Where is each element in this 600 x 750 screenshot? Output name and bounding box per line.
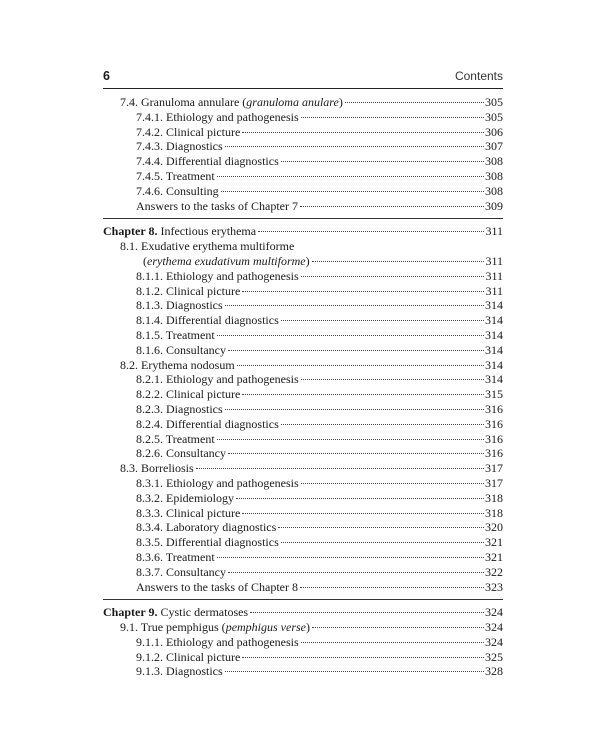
toc-entry-title: 7.4.5. Treatment <box>136 168 215 183</box>
toc-entry-title: 8.1.4. Differential diagnostics <box>136 313 279 328</box>
toc-entry-title: 8.3.6. Treatment <box>136 549 215 564</box>
toc-entry-title: (erythema exudativum multiforme) <box>143 253 310 268</box>
toc-entry[interactable] <box>103 402 503 417</box>
toc-entry-page: 305 <box>485 95 503 109</box>
toc-entry-page: 317 <box>485 461 503 476</box>
toc-entry[interactable] <box>103 184 503 199</box>
toc-entry-title: 9.1.2. Clinical picture <box>136 649 241 664</box>
dot-leader <box>281 161 484 162</box>
toc-entry-page: 311 <box>485 283 503 298</box>
dot-leader <box>281 542 484 543</box>
toc-entry-page: 314 <box>485 357 503 372</box>
toc-entry[interactable] <box>103 199 503 214</box>
toc-entry[interactable] <box>103 358 503 373</box>
toc-entry[interactable] <box>103 461 503 476</box>
dot-leader <box>301 483 484 484</box>
toc-entry[interactable] <box>103 520 503 535</box>
dot-leader <box>258 231 484 232</box>
toc-entry-page: 322 <box>485 564 503 579</box>
toc-entry-page: 308 <box>485 183 503 198</box>
toc-entry-title: 8.2.5. Treatment <box>136 431 215 446</box>
toc-entry-page: 307 <box>485 139 503 154</box>
toc-entry-title: 7.4.6. Consulting <box>136 183 219 198</box>
dot-leader <box>301 276 485 277</box>
toc-entry[interactable] <box>103 328 503 343</box>
toc-entry-title: 8.3.4. Laboratory diagnostics <box>136 520 277 535</box>
toc-entry[interactable] <box>103 154 503 169</box>
toc-entry[interactable] <box>103 125 503 140</box>
toc-entry-title: 8.2.1. Ethiology and pathogenesis <box>136 372 299 387</box>
dot-leader <box>237 365 484 366</box>
toc-entry-page: 314 <box>485 327 503 342</box>
dot-leader <box>242 657 484 658</box>
dot-leader <box>228 453 484 454</box>
toc-entry-page: 314 <box>485 372 503 387</box>
page-number: 6 <box>103 69 110 83</box>
toc-entry[interactable] <box>103 535 503 550</box>
toc-entry[interactable] <box>103 313 503 328</box>
dot-leader <box>217 335 484 336</box>
dot-leader <box>242 394 484 395</box>
toc-entry-title: 9.1.3. Diagnostics <box>136 664 223 679</box>
toc-entry[interactable] <box>103 110 503 125</box>
toc-entry[interactable] <box>103 664 503 679</box>
toc-entry[interactable] <box>103 432 503 447</box>
toc-entry-title: 9.1.1. Ethiology and pathogenesis <box>136 634 299 649</box>
dot-leader <box>312 627 484 628</box>
toc-entry[interactable] <box>103 476 503 491</box>
dot-leader <box>345 102 484 103</box>
toc-entry-page: 315 <box>485 387 503 402</box>
toc-entry-title: Answers to the tasks of Chapter 8 <box>136 579 298 594</box>
toc-entry-title: 8.1.5. Treatment <box>136 327 215 342</box>
dot-leader <box>196 468 484 469</box>
dot-leader <box>278 527 484 528</box>
dot-leader <box>228 572 484 573</box>
dot-leader <box>250 612 484 613</box>
toc-entry-title: 8.2.6. Consultancy <box>136 446 226 461</box>
toc-entry-page: 316 <box>485 416 503 431</box>
toc-entry-page: 308 <box>485 154 503 169</box>
toc-chapter-entry[interactable] <box>103 224 503 239</box>
table-of-contents <box>103 95 503 679</box>
toc-entry-title: 8.1. Exudative erythema multiforme <box>120 239 295 254</box>
toc-chapter-entry[interactable] <box>103 605 503 620</box>
toc-entry[interactable] <box>103 506 503 521</box>
dot-leader <box>225 409 484 410</box>
toc-entry-page: 314 <box>485 342 503 357</box>
dot-leader <box>242 513 484 514</box>
dot-leader <box>236 498 484 499</box>
dot-leader <box>242 132 484 133</box>
dot-leader <box>312 261 485 262</box>
toc-entry[interactable] <box>103 550 503 565</box>
dot-leader <box>228 350 484 351</box>
toc-entry[interactable] <box>103 269 503 284</box>
toc-entry-title: 8.1.6. Consultancy <box>136 342 226 357</box>
toc-entry-title: 7.4. Granuloma annulare (granuloma anulare) <box>120 95 343 109</box>
dot-leader <box>300 587 484 588</box>
toc-entry-page: 316 <box>485 401 503 416</box>
dot-leader <box>281 320 484 321</box>
toc-entry[interactable] <box>103 298 503 313</box>
toc-entry[interactable] <box>103 254 503 269</box>
toc-entry-title: 8.2.3. Diagnostics <box>136 401 223 416</box>
toc-entry-title: 8.1.2. Clinical picture <box>136 283 241 298</box>
toc-entry-page: 323 <box>485 579 503 594</box>
dot-leader <box>301 379 484 380</box>
toc-entry-page: 321 <box>485 535 503 550</box>
toc-entry-title: 8.3.3. Clinical picture <box>136 505 241 520</box>
toc-entry[interactable] <box>103 491 503 506</box>
toc-entry-page: 305 <box>485 109 503 124</box>
dot-leader <box>217 557 484 558</box>
dot-leader <box>225 671 484 672</box>
toc-entry-title: 8.3.2. Epidemiology <box>136 490 234 505</box>
toc-entry-title: 8.3.7. Consultancy <box>136 564 226 579</box>
toc-entry-page: 311 <box>485 253 503 268</box>
toc-entry[interactable] <box>103 565 503 580</box>
dot-leader <box>217 439 484 440</box>
toc-entry-page: 318 <box>485 490 503 505</box>
toc-entry-page: 316 <box>485 431 503 446</box>
toc-entry[interactable] <box>103 139 503 154</box>
toc-entry-title: 8.1.1. Ethiology and pathogenesis <box>136 268 299 283</box>
toc-entry-title: 9.1. True pemphigus (pemphigus verse) <box>120 620 311 635</box>
toc-entry-page: 317 <box>485 475 503 490</box>
toc-entry-page: 324 <box>485 634 503 649</box>
dot-leader <box>301 117 484 118</box>
toc-entry[interactable] <box>103 169 503 184</box>
toc-entry-title: 7.4.4. Differential diagnostics <box>136 154 279 169</box>
toc-entry-title: 8.2.2. Clinical picture <box>136 387 241 402</box>
toc-entry[interactable] <box>103 650 503 665</box>
toc-entry-title: 8.1.3. Diagnostics <box>136 298 223 313</box>
toc-entry[interactable] <box>103 446 503 461</box>
dot-leader <box>225 146 484 147</box>
toc-entry-title: 7.4.1. Ethiology and pathogenesis <box>136 109 299 124</box>
toc-entry-page: 311 <box>485 224 503 239</box>
toc-entry[interactable] <box>103 417 503 432</box>
dot-leader <box>217 176 484 177</box>
running-title: Contents <box>454 69 503 83</box>
toc-entry-page: 314 <box>485 298 503 313</box>
toc-entry-title: 8.2.4. Differential diagnostics <box>136 416 279 431</box>
toc-entry-page: 306 <box>485 124 503 139</box>
toc-entry[interactable] <box>103 95 503 110</box>
toc-entry[interactable] <box>103 620 503 635</box>
page-header <box>103 70 503 89</box>
toc-entry-page: 325 <box>485 649 503 664</box>
chapter-divider <box>103 599 503 600</box>
toc-entry-title: 8.3. Borreliosis <box>120 461 194 476</box>
dot-leader <box>281 424 484 425</box>
chapter-divider <box>103 218 503 219</box>
toc-entry-page: 318 <box>485 505 503 520</box>
dot-leader <box>242 291 484 292</box>
toc-entry-title: Answers to the tasks of Chapter 7 <box>136 198 298 213</box>
toc-entry-title: 8.3.1. Ethiology and pathogenesis <box>136 475 299 490</box>
toc-entry-page: 324 <box>485 620 503 635</box>
toc-entry-page: 314 <box>485 313 503 328</box>
toc-entry-title: 8.3.5. Differential diagnostics <box>136 535 279 550</box>
toc-entry-page: 316 <box>485 446 503 461</box>
toc-entry-page: 328 <box>485 664 503 679</box>
toc-entry-page: 321 <box>485 549 503 564</box>
toc-entry[interactable] <box>103 239 503 254</box>
dot-leader <box>301 642 484 643</box>
dot-leader <box>221 191 484 192</box>
toc-entry-page: 324 <box>485 605 503 620</box>
toc-entry-page: 311 <box>485 268 503 283</box>
toc-entry[interactable] <box>103 343 503 358</box>
toc-entry-page: 309 <box>485 198 503 213</box>
toc-entry-title: Chapter 8. Infectious erythema <box>103 224 257 239</box>
toc-entry-title: Chapter 9. Cystic dermatoses <box>103 605 249 620</box>
toc-entry[interactable] <box>103 284 503 299</box>
toc-entry-page: 308 <box>485 168 503 183</box>
toc-entry[interactable] <box>103 372 503 387</box>
toc-entry[interactable] <box>103 580 503 595</box>
toc-entry-title: 7.4.3. Diagnostics <box>136 139 223 154</box>
toc-entry-page: 320 <box>485 520 503 535</box>
toc-entry-title: 8.2. Erythema nodosum <box>120 357 235 372</box>
dot-leader <box>300 206 484 207</box>
toc-entry[interactable] <box>103 635 503 650</box>
toc-entry[interactable] <box>103 387 503 402</box>
toc-entry-title: 7.4.2. Clinical picture <box>136 124 241 139</box>
dot-leader <box>225 305 484 306</box>
